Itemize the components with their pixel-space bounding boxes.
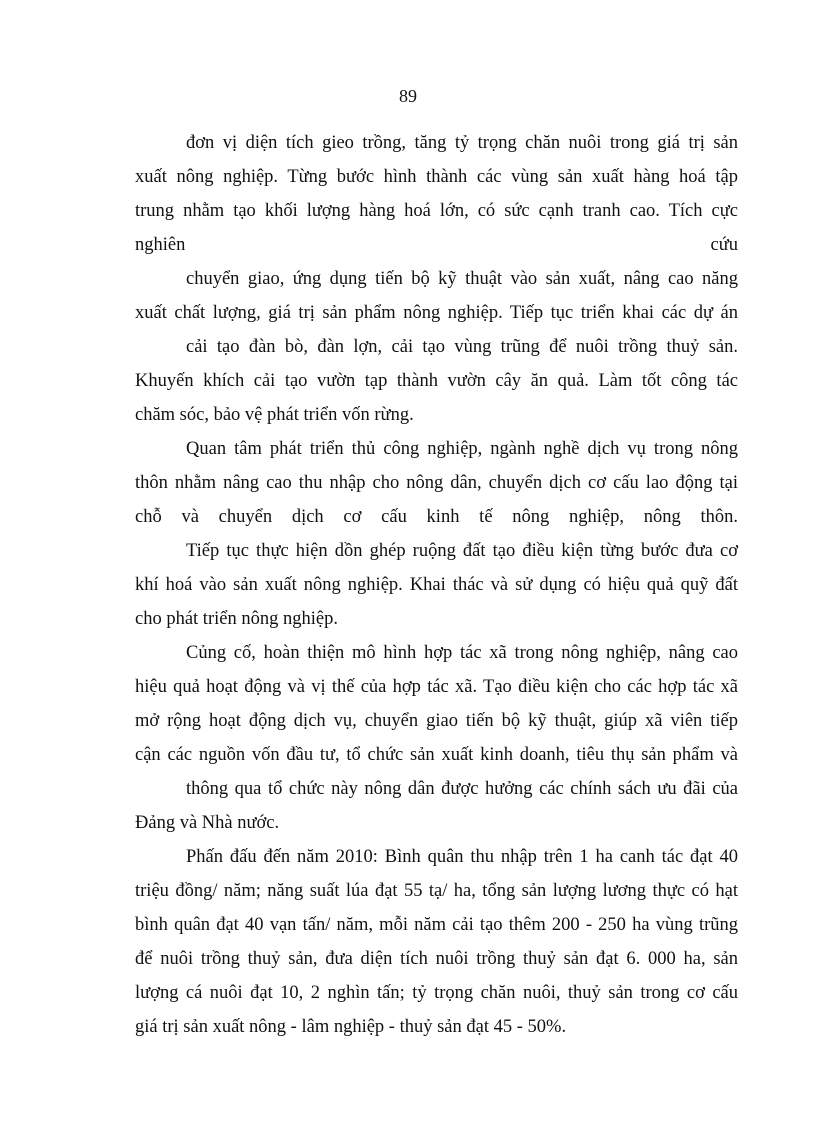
text-line: lượng cá nuôi đạt 10, 2 nghìn tấn; tỷ trọng chăn nuôi, thuỷ sản trong cơ cấu	[135, 983, 738, 1003]
text-line: giá trị sản xuất nông - lâm nghiệp - thuỷ sản đạt 45 - 50%.	[135, 1017, 567, 1037]
text-line: thôn nhằm nâng cao thu nhập cho nông dân, chuyển dịch cơ cấu lao động tại	[135, 473, 738, 493]
text-line: bình quân đạt 40 vạn tấn/ năm, mỗi năm cải tạo thêm 200 - 250 ha vùng trũng	[135, 915, 738, 935]
text-line: để nuôi trồng thuỷ sản, đưa diện tích nuôi trồng thuỷ sản đạt 6. 000 ha, sản	[135, 949, 738, 969]
text-line: hiệu quả hoạt động và vị thế của hợp tác xã. Tạo điều kiện cho các hợp tác xã	[135, 677, 738, 697]
text-line: trung nhằm tạo khối lượng hàng hoá lớn, có sức cạnh tranh cao. Tích cực	[135, 201, 738, 221]
text-line: cận các nguồn vốn đầu tư, tổ chức sản xuất kinh doanh, tiêu thụ sản phẩm và	[135, 745, 738, 765]
text-line: Quan tâm phát triển thủ công nghiệp, ngành nghề dịch vụ trong nông	[186, 439, 738, 459]
text-line: khí hoá vào sản xuất nông nghiệp. Khai thác và sử dụng có hiệu quả quỹ đất	[135, 575, 738, 595]
text-line-right: cứu	[710, 235, 738, 255]
text-line: triệu đồng/ năm; năng suất lúa đạt 55 tạ/ ha, tổng sản lượng lương thực có hạt	[135, 881, 738, 901]
text-line: xuất chất lượng, giá trị sản phẩm nông nghiệp. Tiếp tục triển khai các dự án	[135, 303, 738, 323]
text-line: mở rộng hoạt động dịch vụ, chuyển giao tiến bộ kỹ thuật, giúp xã viên tiếp	[135, 711, 738, 731]
text-line: Đảng và Nhà nước.	[135, 813, 280, 833]
text-line: Tiếp tục thực hiện dồn ghép ruộng đất tạo điều kiện từng bước đưa cơ	[186, 541, 738, 561]
text-line: thông qua tổ chức này nông dân được hưởng các chính sách ưu đãi của	[186, 779, 738, 799]
text-line: Củng cố, hoàn thiện mô hình hợp tác xã trong nông nghiệp, nâng cao	[186, 643, 738, 663]
text-line-split	[135, 228, 738, 262]
text-line: đơn vị diện tích gieo trồng, tăng tỷ trọng chăn nuôi trong giá trị sản	[186, 133, 738, 153]
text-line: chỗ và chuyển dịch cơ cấu kinh tế nông nghiệp, nông thôn.	[135, 507, 738, 527]
text-line: cải tạo đàn bò, đàn lợn, cải tạo vùng trũng để nuôi trồng thuỷ sản.	[186, 337, 738, 357]
text-line: xuất nông nghiệp. Từng bước hình thành các vùng sản xuất hàng hoá tập	[135, 167, 738, 187]
text-line: chuyển giao, ứng dụng tiến bộ kỹ thuật vào sản xuất, nâng cao năng	[186, 269, 738, 289]
text-line-left: nghiên	[135, 235, 186, 255]
page-number: 89	[399, 86, 417, 106]
text-line: chăm sóc, bảo vệ phát triển vốn rừng.	[135, 405, 414, 425]
text-line: cho phát triển nông nghiệp.	[135, 609, 338, 629]
text-line: Khuyến khích cải tạo vườn tạp thành vườn cây ăn quả. Làm tốt công tác	[135, 371, 738, 391]
text-line: Phấn đấu đến năm 2010: Bình quân thu nhập trên 1 ha canh tác đạt 40	[186, 847, 738, 867]
